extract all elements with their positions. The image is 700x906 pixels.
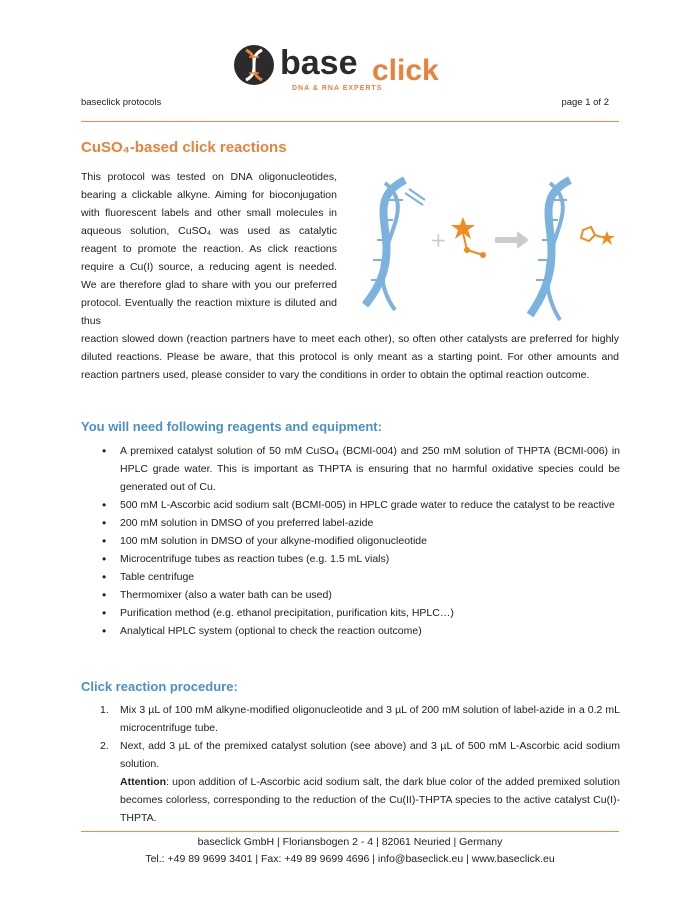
- list-item: • Purification method (e.g. ethanol precipitation, purification kits, HPLC…): [120, 604, 620, 622]
- list-item: • 500 mM L-Ascorbic acid sodium salt (BCMI-005) in HPLC grade water to reduce the catalyst to be reactive: [120, 496, 620, 514]
- footer-address: baseclick GmbH | Floriansbogen 2 - 4 | 82061 Neuried | Germany: [197, 836, 503, 848]
- reagents-list: [120, 442, 620, 640]
- attention-label: Attention: [120, 776, 167, 788]
- procedure-step: [100, 737, 620, 827]
- page-title: CuSO₄-based click reactions: [81, 139, 287, 156]
- step-text: Mix 3 µL of 100 mM alkyne-modified oligonucleotide and 3 µL of 200 mM solution of label-azide in a 0.2 mL microcentrifuge tube.: [120, 704, 620, 734]
- label-azide-icon: [451, 217, 486, 258]
- procedure-heading: Click reaction procedure:: [81, 679, 238, 694]
- arrow-icon: [495, 231, 529, 249]
- list-item: • 100 mM solution in DMSO of your alkyne-modified oligonucleotide: [120, 532, 620, 550]
- reagents-heading: You will need following reagents and equipment:: [81, 419, 382, 434]
- list-item: • Table centrifuge: [120, 568, 620, 586]
- logo-word-base: base: [280, 44, 358, 82]
- list-item: • A premixed catalyst solution of 50 mM CuSO₄ (BCMI-004) and 250 mM solution of THPTA (BCMI-006) in HPLC grade water. This is important as THPTA is ensuring that no harmful oxidative species could be generated out of Cu.: [120, 442, 620, 496]
- list-item: • Microcentrifuge tubes as reaction tubes (e.g. 1.5 mL vials): [120, 550, 620, 568]
- footer-divider: [81, 831, 619, 832]
- header-left: baseclick protocols: [81, 97, 162, 108]
- step-text: Next, add 3 µL of the premixed catalyst solution (see above) and 3 µL of 500 mM L-Ascorbic acid sodium solution.: [120, 740, 620, 770]
- step-number: 1.: [100, 704, 109, 716]
- baseclick-logo: [232, 40, 462, 94]
- logo-tagline: DNA & RNA EXPERTS: [292, 85, 383, 92]
- intro-paragraph-top: This protocol was tested on DNA oligonucleotides, bearing a clickable alkyne. Aiming for bioconjugation with fluorescent labels and other small molecules in aqueous solution, CuSO₄ was used as catalytic reagent to promote the reaction. As click reactions require a Cu(I) source, a reducing agent is needed. We are therefore glad to share with you our preferred protocol. Eventually the reaction mixture is diluted and thus: [81, 171, 337, 327]
- list-item: • 200 mM solution in DMSO of you preferred label-azide: [120, 514, 620, 532]
- procedure-step: [100, 701, 620, 737]
- footer-contact: Tel.: +49 89 9699 3401 | Fax: +49 89 9699 4696 | info@baseclick.eu | www.baseclick.eu: [145, 853, 555, 865]
- list-item: • Analytical HPLC system (optional to check the reaction outcome): [120, 622, 620, 640]
- page-number: page 1 of 2: [561, 97, 609, 108]
- plus-icon: +: [430, 228, 447, 252]
- attention-text: : upon addition of L-Ascorbic acid sodium salt, the dark blue color of the added premixed solution becomes colorless, corresponding to the reduction of the Cu(II)-THPTA species to the active catalyst Cu(I)-THPTA.: [120, 776, 620, 824]
- click-reaction-illustration: [345, 175, 620, 325]
- intro-paragraph-rest: reaction slowed down (reaction partners have to meet each other), so often other catalysts are preferred for highly diluted reactions. Please be aware, that this protocol is only meant as a starting point. For other amounts and reaction partners used, please consider to vary the conditions in order to obtain the optimal reaction outcome.: [81, 333, 619, 381]
- header-divider: [81, 121, 619, 122]
- procedure-list: [100, 701, 620, 827]
- labeled-dna-icon: [530, 180, 570, 320]
- triazole-product-icon: [581, 227, 615, 245]
- step-number: 2.: [100, 740, 109, 752]
- dna-strand-icon: [365, 180, 425, 310]
- logo-word-click: click: [372, 54, 439, 87]
- list-item: • Thermomixer (also a water bath can be used): [120, 586, 620, 604]
